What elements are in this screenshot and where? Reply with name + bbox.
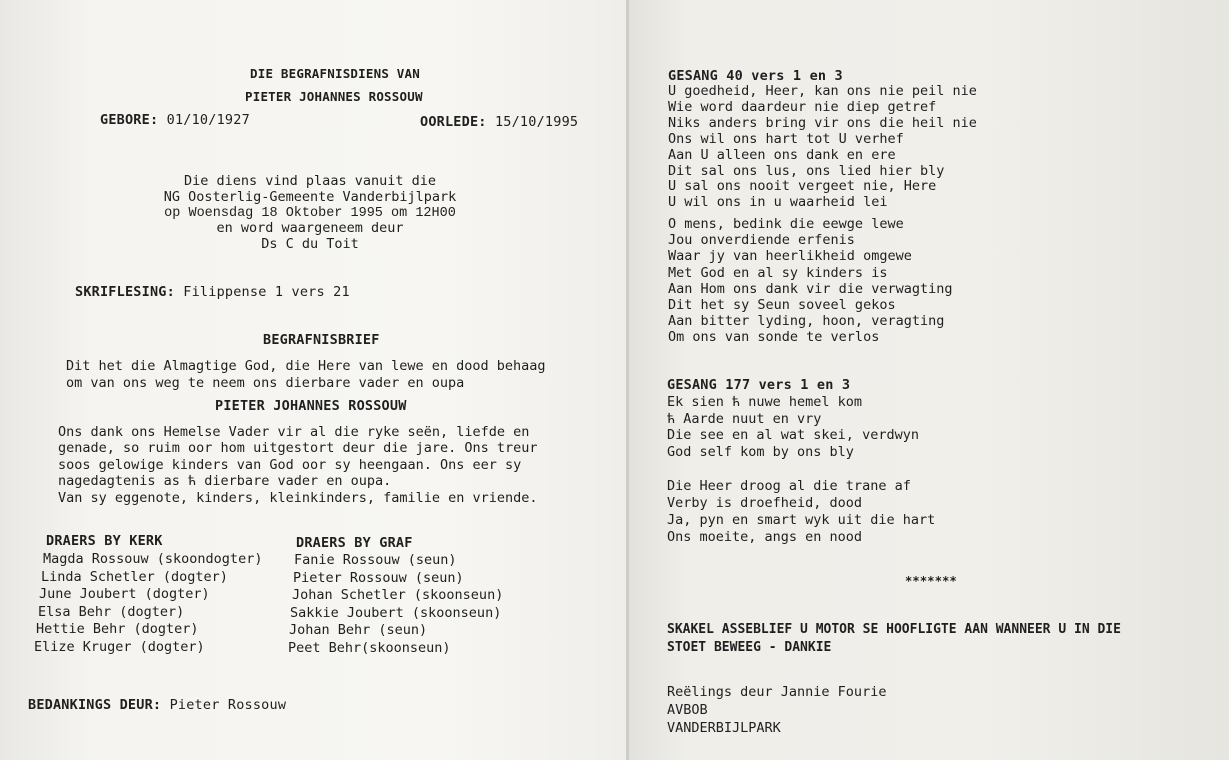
hymn-line: Ek sien ћ nuwe hemel kom: [667, 394, 863, 410]
bearer-name: Pieter Rossouw (seun): [293, 569, 464, 586]
separator: *******: [905, 574, 957, 588]
born-date: 01/10/1927: [166, 112, 250, 128]
footer-line: Reëlings deur Jannie Fourie: [667, 684, 887, 700]
notice-line: SKAKEL ASSEBLIEF U MOTOR SE HOOFLIGTE AAN WANNEER U IN DIE: [667, 622, 1121, 637]
hymn-line: Dit sal ons lus, ons lied hier bly: [668, 162, 945, 179]
service-line: NG Oosterlig-Gemeente Vanderbijlpark: [163, 188, 457, 205]
bearer-name: Johan Schetler (skoonseun): [292, 587, 504, 604]
bearer-name: Elize Kruger (dogter): [34, 638, 205, 655]
hymn-line: U sal ons nooit vergeet nie, Here: [668, 178, 937, 195]
page-fold: [626, 0, 629, 760]
died-label: OORLEDE:: [420, 114, 487, 130]
letter-name: PIETER JOHANNES ROSSOUW: [215, 398, 407, 414]
letter-body-line: Ons dank ons Hemelse Vader vir al die ryke seën, liefde en: [58, 424, 530, 440]
footer-line: VANDERBIJLPARK: [667, 719, 781, 736]
thanks-name: Pieter Rossouw: [169, 697, 287, 713]
service-line: op Woensdag 18 Oktober 1995 om 12H00: [164, 205, 456, 221]
service-line: en word waargeneem deur: [216, 220, 404, 237]
notice-line: STOET BEWEEG - DANKIE: [667, 639, 832, 655]
service-line: Ds C du Toit: [261, 236, 359, 253]
hymn-line: Waar jy van heerlikheid omgewe: [668, 248, 912, 265]
bearer-name: Magda Rossouw (skoondogter): [43, 551, 263, 567]
bearers-grave-list: [288, 552, 503, 658]
letter-body-line: Van sy eggenote, kinders, kleinkinders, familie en vriende.: [58, 489, 538, 506]
hymn-line: God self kom by ons bly: [667, 443, 854, 460]
hymn-line: Niks anders bring vir ons die heil nie: [668, 114, 977, 131]
headlights-notice: [667, 621, 1121, 656]
hymn-line: Dit het sy Seun soveel gekos: [668, 297, 896, 314]
bearer-name: Linda Schetler (dogter): [41, 568, 228, 585]
born-line: [100, 112, 250, 128]
scripture-reading: [75, 284, 350, 300]
hymn1-verse1: [668, 84, 977, 211]
bearer-name: June Joubert (dogter): [39, 586, 210, 603]
hymn2-title: GESANG 177 vers 1 en 3: [667, 377, 851, 393]
bearer-name: Sakkie Joubert (skoonseun): [290, 604, 502, 621]
service-details: [160, 174, 460, 253]
hymn-line: Ons wil ons hart tot U verhef: [668, 130, 904, 147]
bearer-name: Elsa Behr (dogter): [38, 603, 185, 620]
hymn-line: Aan Hom ons dank vir die verwagting: [668, 280, 953, 297]
hymn-line: Aan U alleen ons dank en ere: [668, 146, 896, 163]
footer-line: AVBOB: [667, 701, 708, 718]
hymn1-title: GESANG 40 vers 1 en 3: [668, 68, 843, 84]
bearer-name: Peet Behr(skoonseun): [288, 639, 451, 656]
scripture-text: Filippense 1 vers 21: [183, 284, 350, 300]
letter-body-line: genade, so ruim oor hom uitgestort deur die jare. Ons treur: [58, 440, 538, 457]
hymn-line: Verby is droefheid, dood: [667, 495, 863, 511]
scripture-label: SKRIFLESING:: [75, 284, 175, 300]
died-line: [420, 114, 578, 130]
hymn-line: Ja, pyn en smart wyk uit die hart: [667, 512, 936, 528]
hymn-line: Die Heer droog al die trane af: [667, 478, 911, 494]
arrangements: [667, 684, 886, 737]
hymn2-verse1: [667, 394, 919, 460]
bearers-church-title: DRAERS BY KERK: [46, 533, 163, 549]
hymn-line: Aan bitter lyding, hoon, veragting: [668, 313, 945, 330]
hymn-line: ћ Aarde nuut en vry: [667, 410, 822, 427]
hymn1-verse2: [668, 216, 952, 346]
bearer-name: Hettie Behr (dogter): [36, 621, 199, 638]
hymn-line: Ons moeite, angs en nood: [667, 529, 863, 545]
hymn-line: U wil ons in u waarheid lei: [668, 194, 888, 211]
thanks-line: [28, 697, 286, 713]
letter-intro-line: Dit het die Almagtige God, die Here van lewe en dood behaag: [66, 358, 546, 374]
hymn-line: Jou onverdiende erfenis: [668, 232, 855, 249]
bearers-grave-title: DRAERS BY GRAF: [296, 535, 413, 551]
letter-title: BEGRAFNISBRIEF: [263, 332, 380, 348]
letter-body-line: soos gelowige kinders van God oor sy heengaan. Ons eer sy: [58, 456, 522, 473]
hymn-line: Met God en al sy kinders is: [668, 264, 888, 281]
hymn2-verse2: [667, 478, 935, 546]
hymn-line: Die see en al wat skei, verdwyn: [667, 427, 919, 443]
thanks-label: BEDANKINGS DEUR:: [28, 697, 162, 713]
born-label: GEBORE:: [100, 112, 159, 128]
hymn-line: O mens, bedink die eewge lewe: [668, 216, 904, 232]
deceased-name: PIETER JOHANNES ROSSOUW: [245, 89, 423, 104]
letter-body-line: nagedagtenis as ћ dierbare vader en oupa.: [58, 473, 392, 490]
letter-body: [58, 424, 538, 506]
letter-intro: [66, 358, 546, 391]
letter-intro-line: om van ons weg te neem ons dierbare vader en oupa: [66, 374, 465, 391]
bearer-name: Fanie Rossouw (seun): [294, 552, 457, 568]
hymn-line: Om ons van sonde te verlos: [668, 329, 880, 346]
service-line: Die diens vind plaas vanuit die: [184, 173, 436, 189]
died-date: 15/10/1995: [494, 114, 579, 130]
bearers-church-list: [34, 551, 262, 657]
hymn-line: U goedheid, Heer, kan ons nie peil nie: [668, 83, 977, 99]
service-title: DIE BEGRAFNISDIENS VAN: [250, 66, 420, 81]
hymn-line: Wie word daardeur nie diep getref: [668, 98, 937, 115]
bearer-name: Johan Behr (seun): [289, 622, 428, 639]
